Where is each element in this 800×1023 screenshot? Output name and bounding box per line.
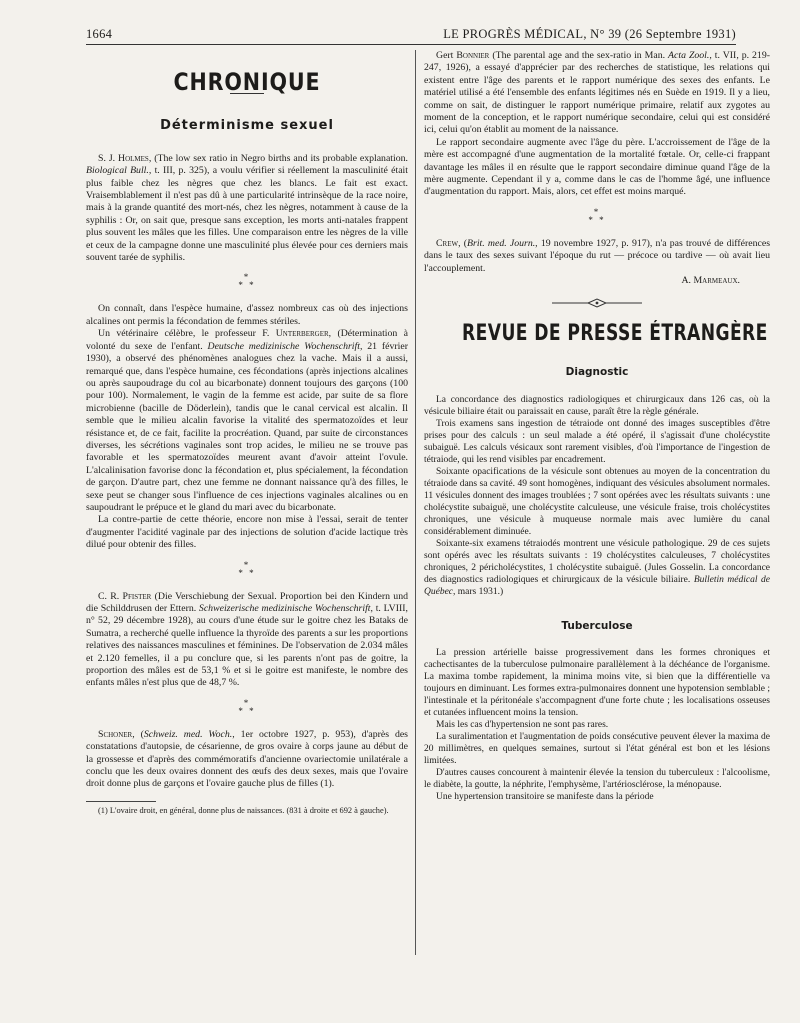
header-rule	[86, 44, 736, 45]
paragraph-holmes: S. J. Holmes, (The low sex ratio in Negro births and its probable explanation. Biological Bull., t. III, p. 325), a voulu vérifier si réellement la masculinité était plus faible chez les nègres que chez les blancs. Le fait est exact. Vraisemblablement il n'est pas dû à une particularité intrinsèque de la race noire, mais à la grande quantité des mort-nés, chez les nègres, notamment à cause de la syphilis : Or, on sait que, presque sans exception, les morts anti-natales frappent plus souvent les mâles que les filles. Une comparaison entre les nègres de la ville et ceux de la campagne donne une masculinité plus élevée pour ces derniers mais souvent tarée de syphilis.	[86, 152, 408, 264]
paragraph-diagnostic-4: Soixante-six examens tétraiodés montrent une vésicule pathologique. 29 de ces sujets sont opérés avec les résultats suivants : 19 cholécystites calculeuses, 7 cholécystites chroniques, 2 péricholécystites, 1 cholécystite subaiguë. (Jules Gosselin. La concordance des diagnostics radiologiques et chirurgicaux de la vésicule biliaire. Bulletin médical de Québec, mars 1931.)	[424, 539, 770, 598]
paragraph-pfister: C. R. Pfister (Die Verschiebung der Sexual. Proportion bei den Kindern und die Schilddrusen der Ettern. Schweizerische medizinische Wochenschrift, t. LVIII, n° 52, 29 décembre 1928), au cours d'une étude sur le goitre chez les Bataks de Sumatra, a recherché quelle influence la thyroïde des parents a sur les proportions relatives des naissances masculines et féminines. De l'observation de 2.034 mâles et 2.120 femelles, il a pu conclure que, si les parents n'ont pas de goitre, la proportion des mâles est de 53,1 % et si le goitre est manifeste, le nombre des enfants mâles n'est plus que de 48,7 %.	[86, 590, 408, 689]
signature: A. Marmeaux.	[681, 275, 740, 287]
diagnostic-title: Diagnostic	[565, 365, 629, 378]
section-title: Déterminisme sexuel	[160, 118, 334, 134]
paragraph-diagnostic-2: Trois examens sans ingestion de tétraiode ont donné des images susceptibles d'être prises pour des calculs : un seul malade a été opéré, il s'agissait d'une cholécystite subaiguë. Les calculs vésicaux sont rarement visibles, d'où l'importance de l'ingestion de tétraiode, qui les rend visibles par encadrement.	[424, 419, 770, 466]
author-name: Schoner,	[98, 728, 135, 740]
journal-citation: Brit. med. Journ.	[467, 237, 536, 249]
asterism: * * *	[238, 559, 256, 578]
page-number: 1664	[86, 27, 113, 41]
journal-header: LE PROGRÈS MÉDICAL, N° 39 (26 Septembre 1931)	[443, 27, 736, 41]
paragraph-tuberculose-1: La pression artérielle baisse progressivement dans les formes chroniques et cachectisantes de la tuberculose pulmonaire parallèlement à la déchéance de l'organisme. La maxima tombe rapidement, la minima moins vite, si bien que la différentielle va toujours en diminuant. Les formes extra-pulmonaires donnent une hypotension semblable ; l'intestinale et la péritonéale s'accompagnent d'une forte chute ; les localisations osseuses et cutanées influencent moins la tension.	[424, 647, 770, 718]
lead-phrase: La pression artérielle	[436, 647, 527, 658]
paragraph-schoner: Schoner, (Schweiz. med. Woch., 1er octobre 1927, p. 953), d'après des constatations d'autopsie, de césarienne, de gros ovaire à corps jaune au début de la grossesse et d'après des commémoratifs d'ancienne ovariectomie unilatérale a conclu que les deux ovaires donnent des œufs des deux sexes, mais que l'ovaire droit donne plus de garçons et l'ovaire gauche plus de filles (1).	[86, 728, 408, 790]
paragraph-tuberculose-5: Une hypertension transitoire se manifeste dans la période	[436, 791, 654, 802]
journal-citation: Schweiz. med. Woch.	[143, 728, 233, 740]
author-name: Crew,	[436, 237, 461, 249]
asterism: * * *	[238, 272, 256, 291]
paragraph-diagnostic-1: La concordance des diagnostics radiologiques et chirurgicaux dans 126 cas, où la vésicule biliaire était ou paraissait en cause, paraît être la règle générale.	[424, 395, 770, 418]
running-head	[86, 27, 736, 42]
paragraph-crew: Crew, (Brit. med. Journ., 19 novembre 1927, p. 917), n'a pas trouvé de différences dans le taux des sexes suivant l'époque du rut — précoce ou tardive — où avait lieu l'accouplement.	[424, 237, 771, 274]
right-column	[424, 50, 770, 803]
column-divider	[415, 50, 416, 955]
ornament-divider-icon	[552, 298, 642, 308]
journal-citation: Biological Bull.	[86, 165, 149, 177]
journal-citation: Schweizerische medizinische Wochenschrift	[198, 603, 371, 614]
author-name: Unterberger	[275, 328, 329, 340]
journal-citation: Deutsche medizinische Wochenschrift	[207, 340, 360, 352]
paragraph-diagnostic-3: Soixante opacifications de la vésicule sont obtenues au moyen de la concentration du tétraiode dans sa cavité. 49 sont homogènes, indiquant des vésicules absolument normales. 11 vésicules donnent des images troublées ; 7 sont opérées avec les résultats suivants : une cholécystite subaiguë, une cholécystite calculeuse, une vésicule fraise, trois cholécystites chroniques, une vésicule à muqueuse normale mais avec lumière du canal considérablement diminuée.	[424, 467, 770, 538]
paragraph-alcalines: On connaît, dans l'espèce humaine, d'assez nombreux cas où des injections alcalines ont permis la fécondation de femmes stériles.	[86, 303, 408, 327]
journal-citation: Acta Zool.	[668, 50, 710, 61]
author-name: Bonnier	[456, 50, 490, 61]
asterism: * * *	[238, 697, 256, 716]
tuberculose-title: Tuberculose	[561, 620, 633, 633]
paragraph-tuberculose-4: D'autres causes concourent à maintenir élevée la tension du tuberculeux : l'alcoolisme, le diabète, la goutte, la néphrite, l'emphysème, l'artériosclérose, la ménopause.	[424, 767, 770, 790]
paragraph-tuberculose-3: La suralimentation et l'augmentation de poids consécutive peuvent élever la maxima de 20 millimètres, en quelques semaines, surtout si l'état général est bon et les lésions limitées.	[424, 731, 770, 766]
paragraph-bonnier: Gert Bonnier (The parental age and the sex-ratio in Man. Acta Zool., t. VII, p. 219-247, 1926), a essayé d'apprécier par des recherches de statistique, les relations qui existent entre l'âge des parents et le rapport numérique des sexes des enfants. Le matériel utilisé a été l'ensemble des enfants légitimes nés en Suède en 1919. Il y a lieu, comme on sait, de distinguer le rapport numérique primaire, relatif aux zygotes au moment de la conception, et le rapport numérique secondaire, celui qui est considéré ici, celui qu'on établit au moment de la naissance.	[424, 50, 770, 136]
chronique-title: CHRONIQUE	[173, 68, 321, 96]
revue-title: REVUE DE PRESSE ÉTRANGÈRE	[462, 320, 768, 346]
footnote: (1) L'ovaire droit, en général, donne plus de naissances. (831 à droite et 692 à gauche).	[98, 805, 389, 815]
journal-citation: Bulletin médical de Québec	[424, 575, 770, 598]
paragraph-contre-partie: La contre-partie de cette théorie, encore non mise à l'essai, serait de tenter d'augmenter l'acidité vaginale par des injections de solution d'acide lactique très dilué pour obtenir des filles.	[86, 514, 408, 551]
lead-phrase: La concordance des diagnostics radiologiques et chirurgicaux	[436, 395, 684, 406]
paragraph-rapport: Le rapport secondaire augmente avec l'âge du père. L'accroissement de l'âge de la mère est accompagné d'une augmentation de la mortalité fœtale. Or, celle-ci frappant davantage les mâles il en résulte que le rapport secondaire diminue quand l'âge de la mère augmente. Cependant il y a, comme dans le cas de l'homme âgé, une influence d'augmentation du rapport. Mais, alors, cet effet est moins marqué.	[424, 136, 770, 198]
asterism: * * *	[588, 206, 606, 225]
author-name: S. J. Holmes,	[98, 152, 152, 164]
footnote-rule	[86, 801, 156, 802]
paragraph-unterberger: Un vétérinaire célèbre, le professeur F. Unterberger, (Détermination à volonté du sexe de l'enfant. Deutsche medizinische Wochenschrift, 21 février 1930), a observé des phénomènes analogues chez la vache. Mais il a aussi, remarqué que, dans l'espèce humaine, ces fécondations (après injections alcalines ou après saupoudrage du col au bicarbonate) donnent toujours des garçons (100 pour 100). Normalement, le vagin de la femme est acide, par suite de sa flore microbienne (bacille de Döderlein), tandis que le canal cervical est alcalin. Il semble que le milieu alcalin favorise la vitalité des spermatozoïdes et leur résistance et, de ce fait, facilite la procréation. Quand, par suite de circonstances diverses, les sécrétions vaginales sont trop acides, le milieu ne se trouve pas favorable et les spermatozoïdes meurent avant d'avoir atteint l'ovule. L'alcalinisation favorise donc la fécondation et, plus spécialement, la fécondation de garçon. D'autre part, chez une femme ne donnant naissance qu'à des filles, le sexe peut se changer sous l'influence de ces injections vaginales alcalines ou en saupoudrant le prépuce et le gland du mari avec du bicarbonate.	[86, 328, 409, 513]
paragraph-tuberculose-2: Mais les cas d'hypertension ne sont pas rares.	[436, 719, 609, 730]
left-column	[86, 50, 408, 816]
author-name: C. R. Pfister	[98, 590, 152, 602]
